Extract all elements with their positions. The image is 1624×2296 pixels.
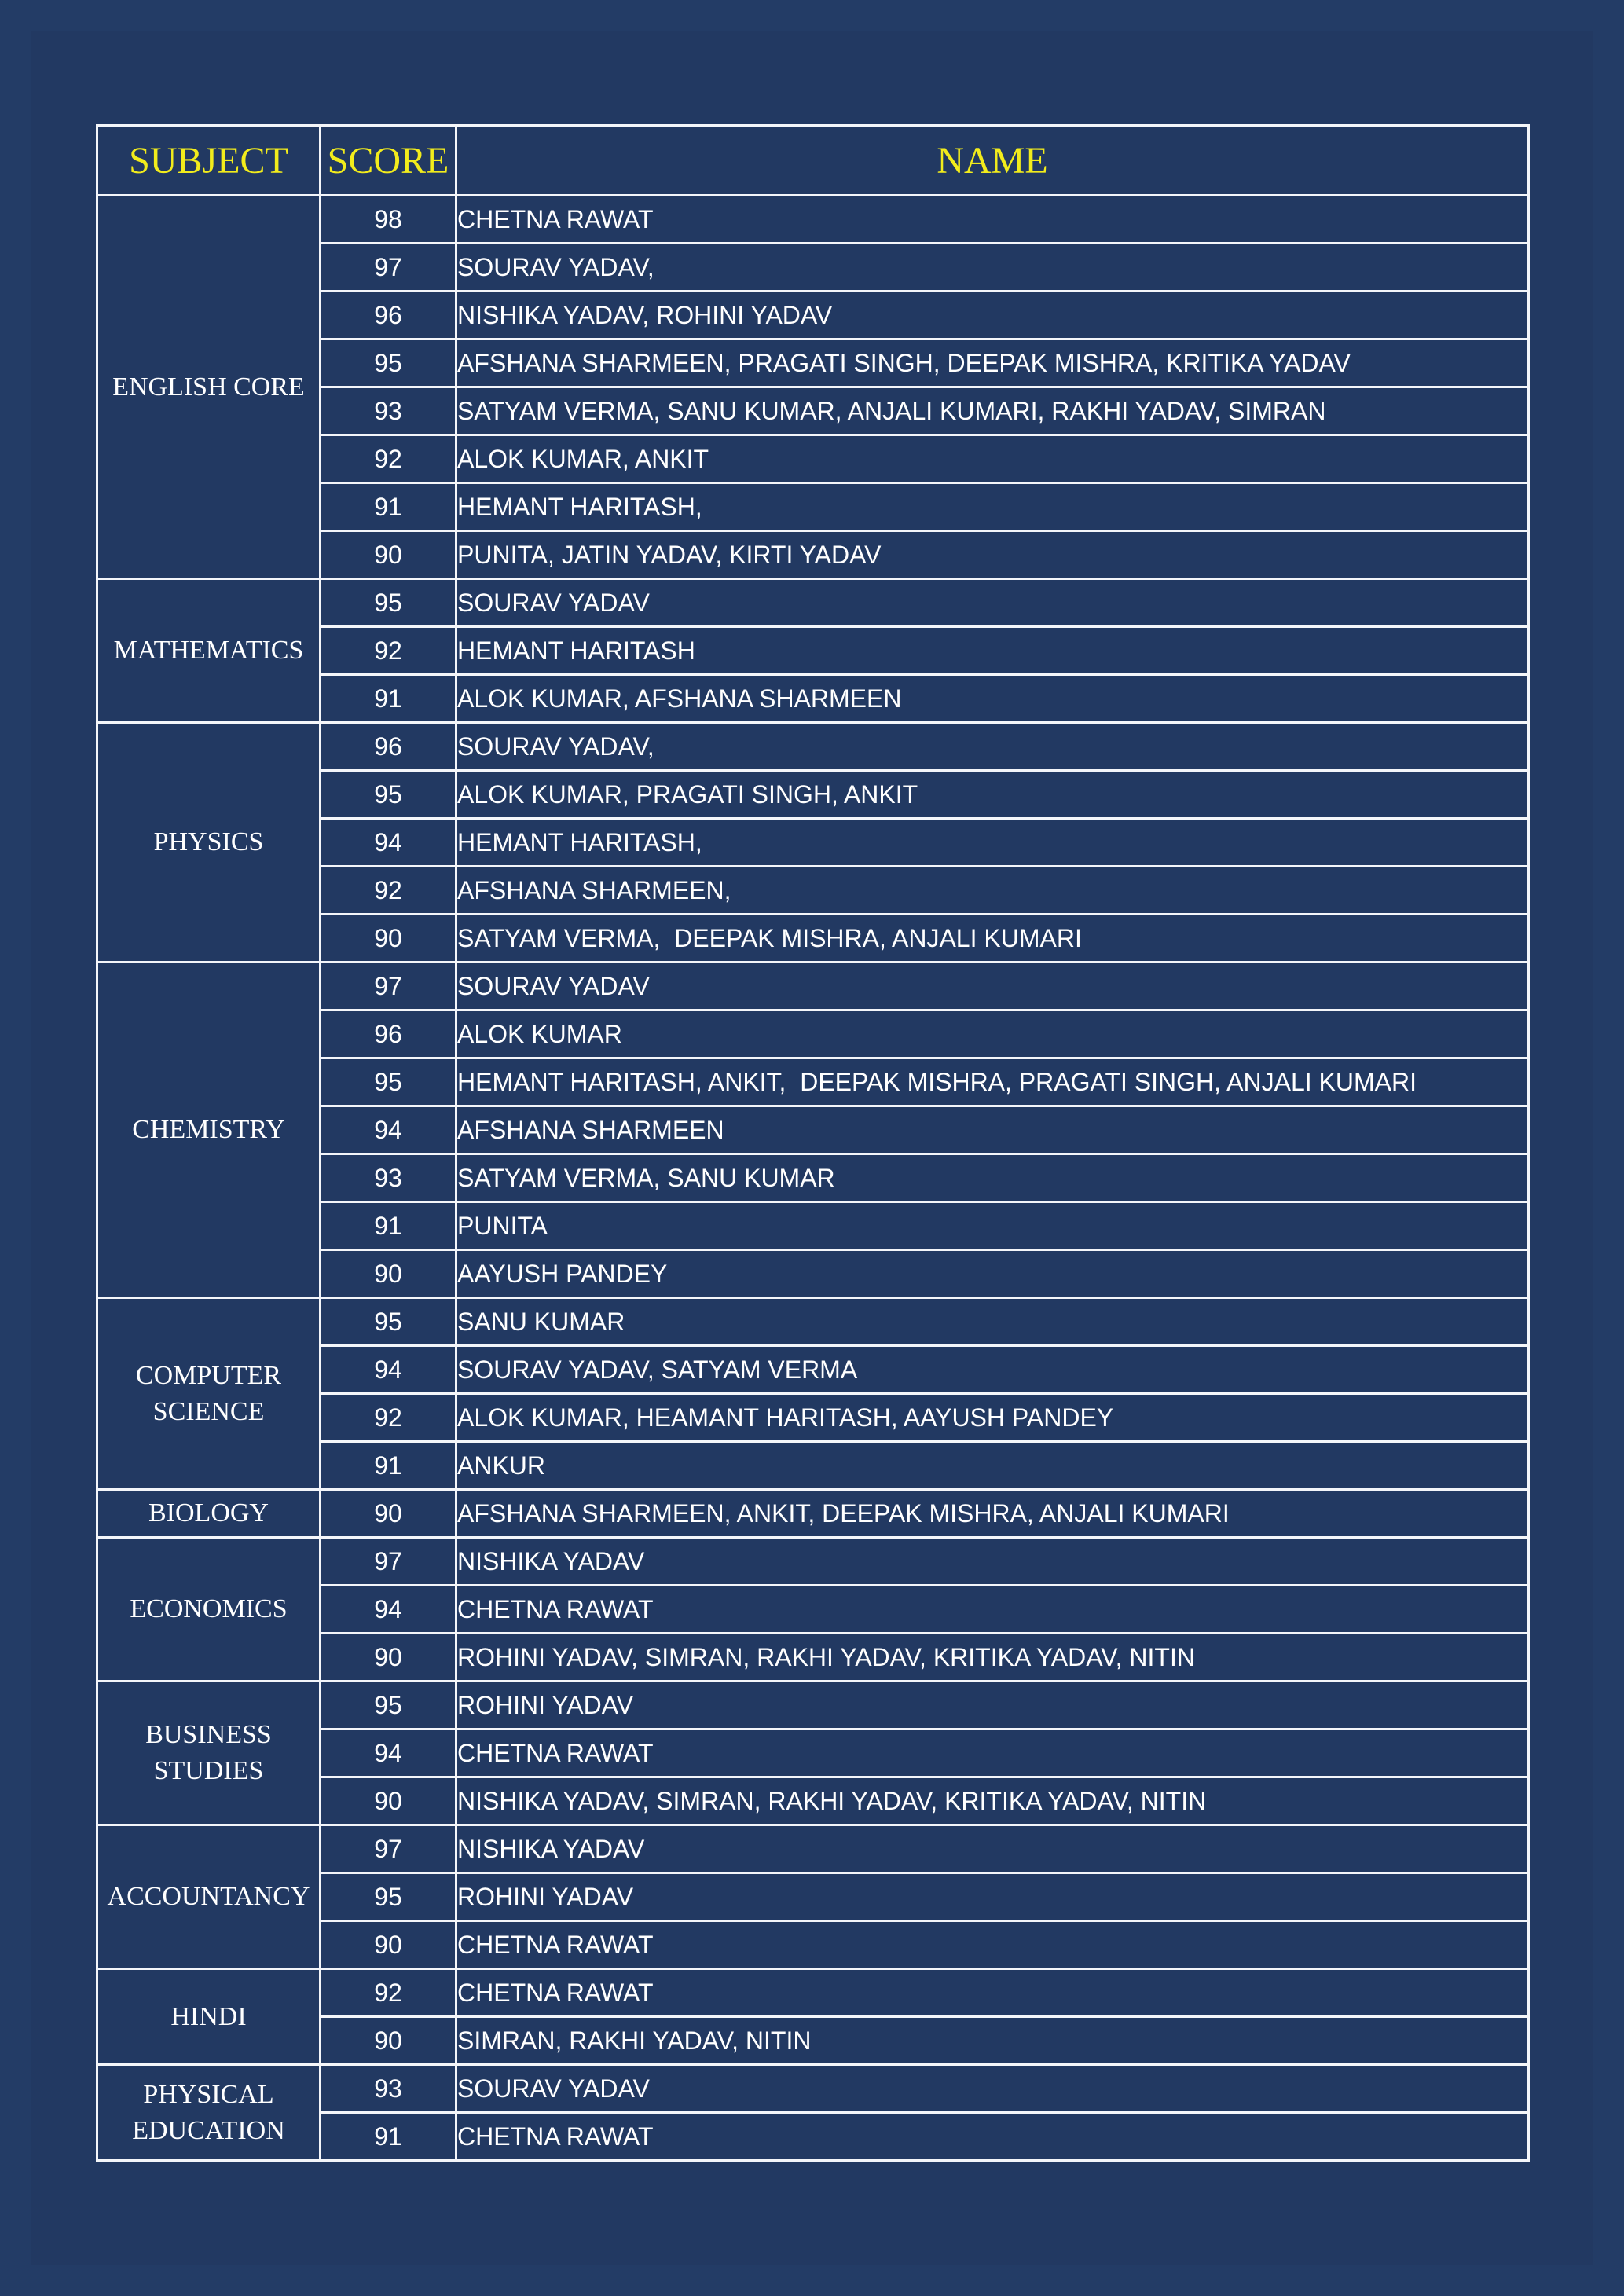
score-cell: 90	[321, 1921, 456, 1969]
student-names-cell: AFSHANA SHARMEEN	[456, 1106, 1529, 1154]
score-cell: 96	[321, 723, 456, 771]
score-cell: 93	[321, 1154, 456, 1202]
student-names-cell: ALOK KUMAR, PRAGATI SINGH, ANKIT	[456, 771, 1529, 819]
student-names-cell: ALOK KUMAR, ANKIT	[456, 435, 1529, 483]
table-row	[97, 1298, 1529, 1346]
name-column-header: NAME	[456, 126, 1529, 196]
table-row	[97, 196, 1529, 244]
score-cell: 94	[321, 1346, 456, 1394]
student-names-cell: NISHIKA YADAV, SIMRAN, RAKHI YADAV, KRITIKA YADAV, NITIN	[456, 1777, 1529, 1825]
score-cell: 90	[321, 1250, 456, 1298]
subject-name-line: PHYSICAL	[143, 2079, 274, 2109]
score-cell: 91	[321, 2113, 456, 2161]
student-names-cell: CHETNA RAWAT	[456, 1969, 1529, 2017]
student-names-cell: HEMANT HARITASH	[456, 627, 1529, 675]
student-names-cell: NISHIKA YADAV	[456, 1538, 1529, 1586]
score-cell: 91	[321, 675, 456, 723]
subject-cell	[97, 1682, 321, 1825]
score-cell: 95	[321, 1298, 456, 1346]
subject-cell	[97, 723, 321, 963]
student-names-cell: AFSHANA SHARMEEN, PRAGATI SINGH, DEEPAK MISHRA, KRITIKA YADAV	[456, 339, 1529, 387]
table-row	[97, 1825, 1529, 1873]
score-cell: 92	[321, 627, 456, 675]
score-cell: 91	[321, 483, 456, 531]
student-names-cell: SIMRAN, RAKHI YADAV, NITIN	[456, 2017, 1529, 2065]
subject-name-line: BIOLOGY	[148, 1498, 269, 1528]
subject-name-line: CHEMISTRY	[132, 1115, 285, 1144]
subject-cell	[97, 1538, 321, 1682]
header-row	[97, 126, 1529, 196]
subject-column-header: SUBJECT	[97, 126, 321, 196]
student-names-cell: CHETNA RAWAT	[456, 1921, 1529, 1969]
student-names-cell: CHETNA RAWAT	[456, 2113, 1529, 2161]
student-names-cell: ALOK KUMAR, HEAMANT HARITASH, AAYUSH PANDEY	[456, 1394, 1529, 1442]
student-names-cell: ALOK KUMAR, AFSHANA SHARMEEN	[456, 675, 1529, 723]
score-cell: 91	[321, 1202, 456, 1250]
table-row	[97, 723, 1529, 771]
student-names-cell: AFSHANA SHARMEEN,	[456, 867, 1529, 915]
table-row	[97, 1682, 1529, 1729]
student-names-cell: NISHIKA YADAV, ROHINI YADAV	[456, 292, 1529, 339]
student-names-cell: HEMANT HARITASH, ANKIT, DEEPAK MISHRA, PRAGATI SINGH, ANJALI KUMARI	[456, 1058, 1529, 1106]
score-cell: 90	[321, 2017, 456, 2065]
student-names-cell: SOURAV YADAV	[456, 579, 1529, 627]
score-cell: 92	[321, 1394, 456, 1442]
subject-name-line: BUSINESS	[145, 1720, 272, 1749]
student-names-cell: SOURAV YADAV, SATYAM VERMA	[456, 1346, 1529, 1394]
score-cell: 90	[321, 1634, 456, 1682]
student-names-cell: HEMANT HARITASH,	[456, 483, 1529, 531]
subject-cell	[97, 579, 321, 723]
student-names-cell: NISHIKA YADAV	[456, 1825, 1529, 1873]
student-names-cell: SATYAM VERMA, SANU KUMAR, ANJALI KUMARI, RAKHI YADAV, SIMRAN	[456, 387, 1529, 435]
score-cell: 97	[321, 1825, 456, 1873]
student-names-cell: ROHINI YADAV	[456, 1682, 1529, 1729]
table-row	[97, 579, 1529, 627]
subject-cell	[97, 196, 321, 579]
score-cell: 95	[321, 1873, 456, 1921]
score-cell: 95	[321, 1058, 456, 1106]
score-column-header: SCORE	[321, 126, 456, 196]
score-cell: 96	[321, 292, 456, 339]
student-names-cell: SOURAV YADAV	[456, 2065, 1529, 2113]
student-names-cell: ROHINI YADAV	[456, 1873, 1529, 1921]
score-cell: 93	[321, 2065, 456, 2113]
student-names-cell: SATYAM VERMA, SANU KUMAR	[456, 1154, 1529, 1202]
subject-name-line: ENGLISH CORE	[112, 372, 305, 402]
subject-name-line: EDUCATION	[132, 2115, 285, 2145]
score-cell: 93	[321, 387, 456, 435]
student-names-cell: ROHINI YADAV, SIMRAN, RAKHI YADAV, KRITIKA YADAV, NITIN	[456, 1634, 1529, 1682]
score-cell: 95	[321, 339, 456, 387]
score-cell: 95	[321, 1682, 456, 1729]
student-names-cell: ALOK KUMAR	[456, 1010, 1529, 1058]
subject-cell	[97, 963, 321, 1298]
table-row	[97, 1969, 1529, 2017]
score-cell: 98	[321, 196, 456, 244]
score-cell: 97	[321, 1538, 456, 1586]
table-row	[97, 1538, 1529, 1586]
student-names-cell: PUNITA, JATIN YADAV, KIRTI YADAV	[456, 531, 1529, 579]
table-header	[97, 126, 1529, 196]
subject-name-line: COMPUTER	[135, 1360, 282, 1390]
student-names-cell: CHETNA RAWAT	[456, 196, 1529, 244]
subject-cell	[97, 1298, 321, 1490]
subject-name-line: HINDI	[170, 2001, 247, 2031]
subject-name-line: ECONOMICS	[130, 1594, 288, 1623]
student-names-cell: CHETNA RAWAT	[456, 1729, 1529, 1777]
score-cell: 91	[321, 1442, 456, 1490]
student-names-cell: AFSHANA SHARMEEN, ANKIT, DEEPAK MISHRA, ANJALI KUMARI	[456, 1490, 1529, 1538]
score-cell: 90	[321, 915, 456, 963]
score-cell: 95	[321, 579, 456, 627]
score-cell: 94	[321, 1106, 456, 1154]
student-names-cell: SOURAV YADAV,	[456, 723, 1529, 771]
subject-cell	[97, 2065, 321, 2161]
student-names-cell: SATYAM VERMA, DEEPAK MISHRA, ANJALI KUMARI	[456, 915, 1529, 963]
subject-cell	[97, 1969, 321, 2065]
score-cell: 92	[321, 1969, 456, 2017]
score-cell: 92	[321, 867, 456, 915]
subject-name-line: MATHEMATICS	[113, 636, 304, 665]
student-names-cell: SOURAV YADAV	[456, 963, 1529, 1010]
subject-name-line: PHYSICS	[153, 827, 264, 856]
subject-toppers-table	[96, 124, 1530, 2162]
student-names-cell: HEMANT HARITASH,	[456, 819, 1529, 867]
score-cell: 97	[321, 963, 456, 1010]
student-names-cell: AAYUSH PANDEY	[456, 1250, 1529, 1298]
score-cell: 90	[321, 531, 456, 579]
subject-name-line: ACCOUNTANCY	[107, 1882, 310, 1911]
subject-name-line: STUDIES	[153, 1756, 264, 1785]
table-row	[97, 1490, 1529, 1538]
score-cell: 90	[321, 1777, 456, 1825]
score-cell: 94	[321, 819, 456, 867]
subject-cell	[97, 1490, 321, 1538]
score-cell: 96	[321, 1010, 456, 1058]
student-names-cell: SANU KUMAR	[456, 1298, 1529, 1346]
score-cell: 97	[321, 244, 456, 292]
score-cell: 95	[321, 771, 456, 819]
table-row	[97, 963, 1529, 1010]
score-cell: 92	[321, 435, 456, 483]
table-body	[97, 196, 1529, 2161]
score-cell: 90	[321, 1490, 456, 1538]
score-cell: 94	[321, 1586, 456, 1634]
score-cell: 94	[321, 1729, 456, 1777]
student-names-cell: ANKUR	[456, 1442, 1529, 1490]
student-names-cell: CHETNA RAWAT	[456, 1586, 1529, 1634]
subject-name-line: SCIENCE	[152, 1396, 265, 1426]
student-names-cell: SOURAV YADAV,	[456, 244, 1529, 292]
table-row	[97, 2065, 1529, 2113]
student-names-cell: PUNITA	[456, 1202, 1529, 1250]
subject-cell	[97, 1825, 321, 1969]
